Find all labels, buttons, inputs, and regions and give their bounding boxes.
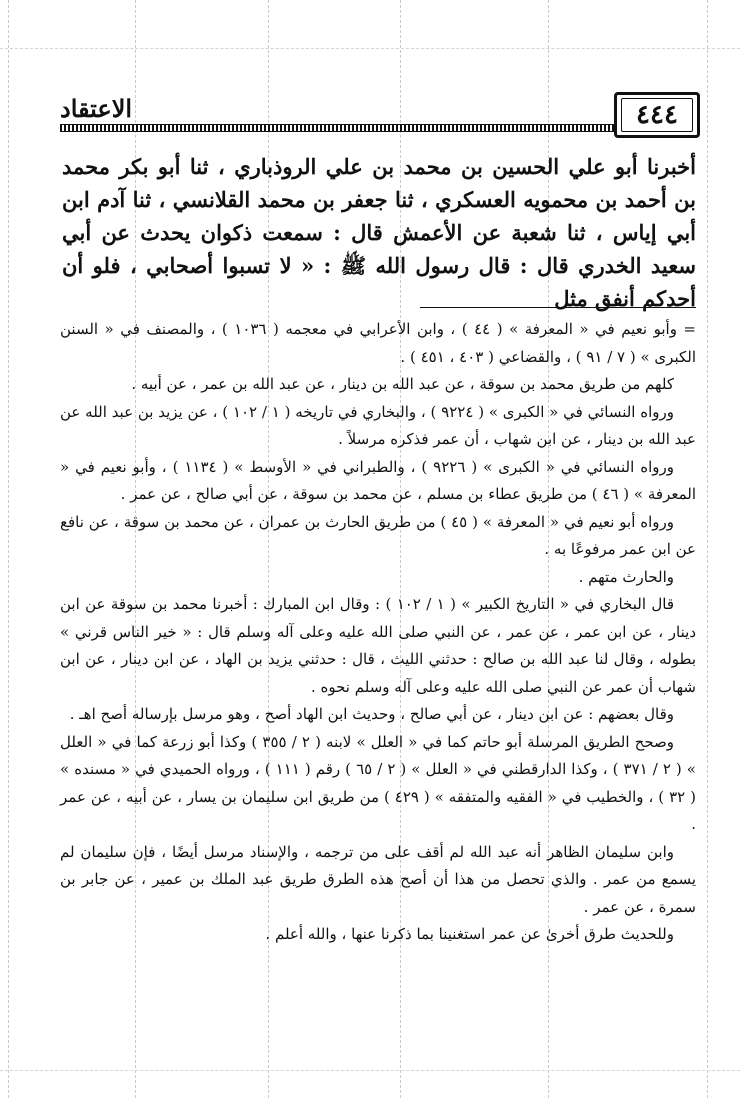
footnote-separator [420,307,696,308]
footnote-paragraph: وصحح الطريق المرسلة أبو حاتم كما في « العلل » لابنه ( ٢ / ٣٥٥ ) وكذا أبو زرعة كما في « العلل » ( ٢ / ٣٧١ ) ، وكذا الدارقطني في « العلل » ( ٢ / ٦٥ ) رقم ( ١١١ ) ، ورواه الحميدي في « مسنده » ( ٣٢ ) ، والخطيب في « الفقيه والمتفقه » ( ٤٢٩ ) من طريق ابن سليمان بن يسار ، عن أبيه ، عن عمر . [60,732,697,833]
footnote-paragraph: والحارث متهم . [578,567,674,586]
page-number: ٤٤٤ [614,92,700,138]
scan-guide-line [0,48,740,49]
footnote-paragraph: = وأبو نعيم في « المعرفة » ( ٤٤ ) ، وابن الأعرابي في معجمه ( ١٠٣٦ ) ، والمصنف في « السنن الكبرى » ( ٧ / ٩١ ) ، والقضاعي ( ٤٠٣ ، ٤٥١ ) . [60,320,696,366]
header-rule [60,124,614,132]
footnote-paragraph: قال البخاري في « التاريخ الكبير » ( ١ / ١٠٢ ) : وقال ابن المبارك : أخبرنا محمد بن سوقة عن ابن دينار ، عن ابن عمر ، عن عمر ، عن النبي صلى الله عليه وعلى آله وسلم قال : « خير الناس قرني » بطوله ، وقال لنا عبد الله بن صالح : حدثني الليث ، قال : حدثني يزيد بن الهاد ، عن ابن دينار ، عن ابن شهاب أن عمر عن النبي صلى الله عليه وعلى آله وسلم نحوه . [60,595,696,696]
scan-guide-line [8,0,9,1098]
footnote-paragraph: ورواه أبو نعيم في « المعرفة » ( ٤٥ ) من طريق الحارث بن عمران ، عن محمد بن سوقة ، عن نافع عن ابن عمر مرفوعًا به . [60,512,696,558]
main-paragraph: أخبرنا أبو علي الحسين بن محمد بن علي الروذباري ، ثنا أبو بكر محمد بن أحمد بن محمويه العسكري ، ثنا جعفر بن محمد القلانسي ، ثنا آدم ابن أبي إياس ، ثنا شعبة عن الأعمش قال : سمعت ذكوان يحدث عن أبي سعيد الخدري قال : قال رسول الله ﷺ : « لا تسبوا أصحابي ، فلو أن أحدكم أنفق مثل [62,154,696,311]
footnote-paragraph: كلهم من طريق محمد بن سوقة ، عن عبد الله بن دينار ، عن عبد الله بن عمر ، عن أبيه . [131,375,674,393]
scan-guide-line [707,0,708,1098]
footnote-paragraph: وابن سليمان الظاهر أنه عبد الله لم أقف على من ترجمه ، والإسناد مرسل أيضًا ، فإن سليمان لم يسمع من عمر . والذي تحصل من هذا أن أصح هذه الطرق طريق عبد الملك بن عمير ، عن جابر بن سمرة ، عن عمر . [60,842,696,916]
footnote-paragraph: وللحديث طرق أخرىٰ عن عمر استغنينا بما ذكرنا عنها ، والله أعلم . [265,925,674,943]
main-text [62,150,696,315]
page-header [60,92,700,138]
scan-guide-line [0,1070,740,1071]
footnote-paragraph: وقال بعضهم : عن ابن دينار ، عن أبي صالح ، وحديث ابن الهاد أصح ، وهو مرسل بإرساله أصح اهـ . [69,705,674,723]
book-title: الاعتقاد [60,94,133,123]
footnote-paragraph: ورواه النسائي في « الكبرى » ( ٩٢٢٦ ) ، والطبراني في « الأوسط » ( ١١٣٤ ) ، وأبو نعيم في « المعرفة » ( ٤٦ ) من طريق عطاء بن مسلم ، عن محمد بن سوقة ، عن أبي صالح ، عن عمر . [60,457,696,503]
footnote-paragraph: ورواه النسائي في « الكبرى » ( ٩٢٢٤ ) ، والبخاري في تاريخه ( ١ / ١٠٢ ) ، عن يزيد بن عبد الله عن عبد الله بن دينار ، عن ابن شهاب ، أن عمر فذكره مرسلاً . [60,402,696,448]
footnotes [60,316,696,949]
